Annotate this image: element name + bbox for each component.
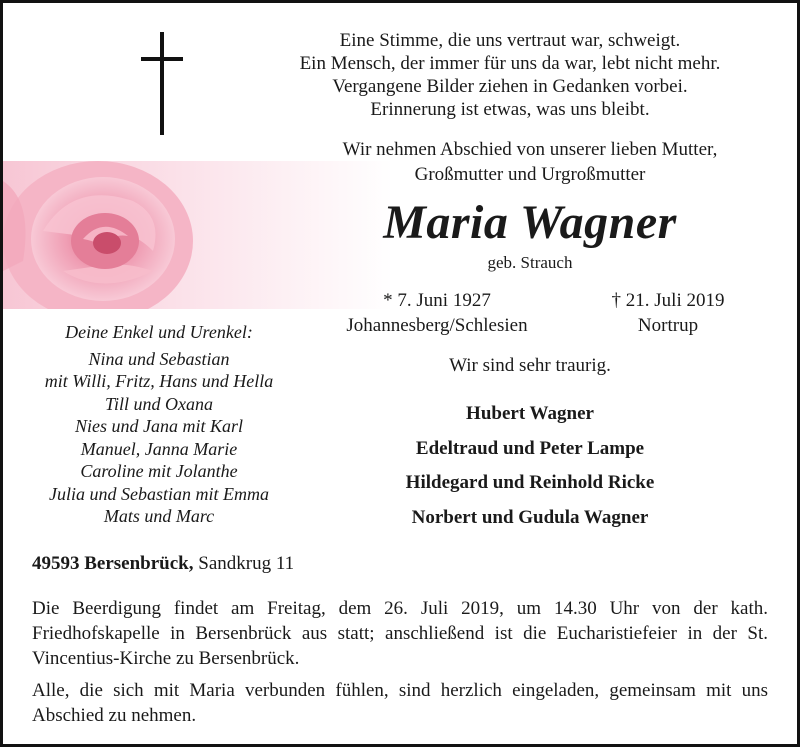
family-member: Edeltraud und Peter Lampe: [415, 437, 645, 459]
poem-line: Eine Stimme, die uns vertraut war, schweigt.: [339, 30, 681, 51]
address-street: Sandkrug 11: [198, 553, 295, 574]
birth-place: Johannesberg/Schlesien: [346, 315, 528, 336]
intro-line: Wir nehmen Abschied von unserer lieben Mutter,: [342, 139, 718, 160]
death-place: Nortrup: [637, 315, 699, 336]
list-item: Manuel, Janna Marie: [80, 438, 238, 459]
poem-line: Ein Mensch, der immer für uns da war, lebt nicht mehr.: [299, 53, 721, 74]
mourning-text: Wir sind sehr traurig.: [449, 355, 611, 376]
list-item: Caroline mit Jolanthe: [80, 461, 238, 481]
address: [32, 553, 294, 575]
family-member: Hubert Wagner: [466, 403, 594, 424]
invitation-text: Alle, die sich mit Maria verbunden fühlen, sind herzlich eingeladen, gemeinsam mit uns Abschied zu nehmen.: [32, 680, 768, 726]
list-item: Till und Oxana: [104, 393, 213, 414]
death-info: [580, 288, 756, 338]
latin-cross-icon: [138, 32, 186, 136]
intro: [240, 137, 800, 187]
list-item: Nina und Sebastian: [88, 348, 230, 369]
family-list: [330, 397, 730, 535]
list-item: Julia und Sebastian mit Emma: [49, 483, 269, 504]
death-date: † 21. Juli 2019: [611, 290, 725, 311]
intro-line: Großmutter und Urgroßmutter: [414, 164, 646, 185]
birth-date: * 7. Juni 1927: [383, 290, 491, 311]
family-member: Hildegard und Reinhold Ricke: [405, 472, 655, 493]
grandchildren-list: [24, 321, 294, 528]
address-city: 49593 Bersenbrück,: [32, 553, 194, 574]
funeral-text: Die Beerdigung findet am Freitag, dem 26. Juli 2019, um 14.30 Uhr von der kath. Friedhofskapelle in Bersenbrück aus statt; anschließend ist die Eucharistiefeier in der St. Vincentius-Kirche zu Bersenbrück.: [32, 598, 768, 669]
grandchildren-heading: Deine Enkel und Urenkel:: [65, 322, 253, 342]
list-item: Nies und Jana mit Karl: [74, 416, 243, 436]
list-item: Mats und Marc: [103, 506, 215, 526]
maiden-name: geb. Strauch: [487, 253, 573, 272]
poem: [240, 29, 780, 121]
family-member: Norbert und Gudula Wagner: [411, 506, 649, 528]
poem-line: Erinnerung ist etwas, was uns bleibt.: [370, 99, 650, 120]
deceased-name: Maria Wagner: [383, 196, 677, 249]
birth-info: [332, 288, 542, 338]
poem-line: Vergangene Bilder ziehen in Gedanken vorbei.: [332, 76, 688, 97]
list-item: mit Willi, Fritz, Hans und Hella: [44, 371, 274, 391]
